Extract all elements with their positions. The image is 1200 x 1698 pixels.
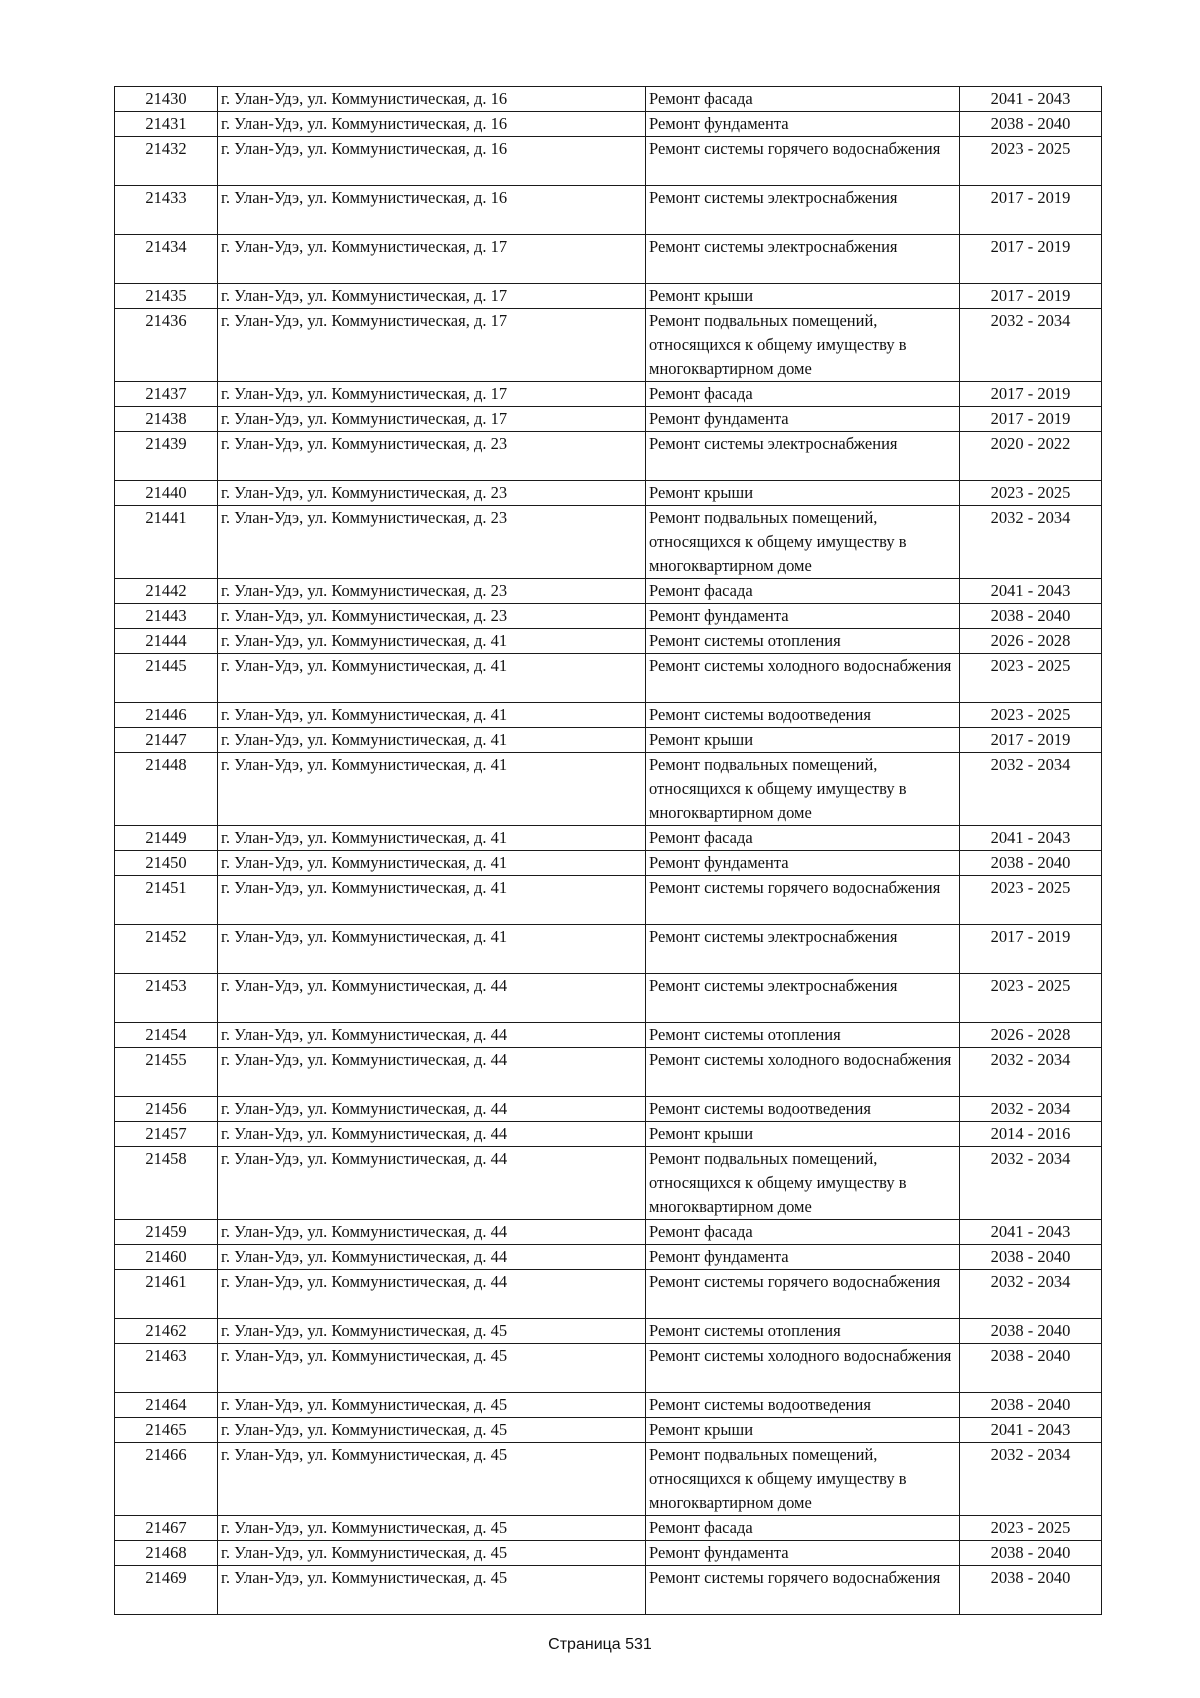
work-type-cell: Ремонт подвальных помещений, относящихся к общему имуществу в многоквартирном доме [646, 506, 960, 579]
work-type-cell: Ремонт системы электроснабжения [646, 432, 960, 481]
work-type-cell: Ремонт системы электроснабжения [646, 974, 960, 1023]
work-type-cell: Ремонт системы холодного водоснабжения [646, 654, 960, 703]
row-number-cell: 21459 [115, 1220, 218, 1245]
work-type-cell: Ремонт системы отопления [646, 629, 960, 654]
table-row [115, 506, 1102, 579]
address-cell: г. Улан-Удэ, ул. Коммунистическая, д. 44 [218, 1245, 646, 1270]
table-row [115, 1122, 1102, 1147]
table-row [115, 1048, 1102, 1097]
table-row [115, 876, 1102, 925]
period-cell: 2038 - 2040 [960, 604, 1102, 629]
address-cell: г. Улан-Удэ, ул. Коммунистическая, д. 44 [218, 1048, 646, 1097]
period-cell: 2032 - 2034 [960, 309, 1102, 382]
table-row [115, 1516, 1102, 1541]
address-cell: г. Улан-Удэ, ул. Коммунистическая, д. 17 [218, 382, 646, 407]
row-number-cell: 21434 [115, 235, 218, 284]
address-cell: г. Улан-Удэ, ул. Коммунистическая, д. 41 [218, 925, 646, 974]
work-type-cell: Ремонт фасада [646, 1516, 960, 1541]
work-type-cell: Ремонт фундамента [646, 1245, 960, 1270]
address-cell: г. Улан-Удэ, ул. Коммунистическая, д. 45 [218, 1541, 646, 1566]
table-row [115, 1541, 1102, 1566]
row-number-cell: 21451 [115, 876, 218, 925]
table-row [115, 1097, 1102, 1122]
row-number-cell: 21454 [115, 1023, 218, 1048]
work-type-cell: Ремонт фасада [646, 382, 960, 407]
row-number-cell: 21450 [115, 851, 218, 876]
address-cell: г. Улан-Удэ, ул. Коммунистическая, д. 41 [218, 654, 646, 703]
address-cell: г. Улан-Удэ, ул. Коммунистическая, д. 23 [218, 481, 646, 506]
work-type-cell: Ремонт подвальных помещений, относящихся к общему имуществу в многоквартирном доме [646, 1443, 960, 1516]
work-type-cell: Ремонт системы водоотведения [646, 1097, 960, 1122]
period-cell: 2026 - 2028 [960, 1023, 1102, 1048]
work-type-cell: Ремонт системы холодного водоснабжения [646, 1048, 960, 1097]
address-cell: г. Улан-Удэ, ул. Коммунистическая, д. 44 [218, 1097, 646, 1122]
table-body [115, 87, 1102, 1615]
period-cell: 2038 - 2040 [960, 112, 1102, 137]
work-type-cell: Ремонт крыши [646, 284, 960, 309]
address-cell: г. Улан-Удэ, ул. Коммунистическая, д. 16 [218, 112, 646, 137]
row-number-cell: 21446 [115, 703, 218, 728]
work-type-cell: Ремонт фундамента [646, 407, 960, 432]
address-cell: г. Улан-Удэ, ул. Коммунистическая, д. 41 [218, 826, 646, 851]
row-number-cell: 21458 [115, 1147, 218, 1220]
work-type-cell: Ремонт фасада [646, 826, 960, 851]
row-number-cell: 21464 [115, 1393, 218, 1418]
period-cell: 2023 - 2025 [960, 137, 1102, 186]
table-row [115, 1344, 1102, 1393]
row-number-cell: 21449 [115, 826, 218, 851]
table-row [115, 703, 1102, 728]
table-row [115, 629, 1102, 654]
address-cell: г. Улан-Удэ, ул. Коммунистическая, д. 23 [218, 604, 646, 629]
period-cell: 2038 - 2040 [960, 1245, 1102, 1270]
period-cell: 2032 - 2034 [960, 1048, 1102, 1097]
period-cell: 2017 - 2019 [960, 186, 1102, 235]
work-type-cell: Ремонт фундамента [646, 112, 960, 137]
table-row [115, 112, 1102, 137]
table-row [115, 481, 1102, 506]
row-number-cell: 21445 [115, 654, 218, 703]
row-number-cell: 21440 [115, 481, 218, 506]
address-cell: г. Улан-Удэ, ул. Коммунистическая, д. 45 [218, 1319, 646, 1344]
period-cell: 2023 - 2025 [960, 1516, 1102, 1541]
work-type-cell: Ремонт фундамента [646, 604, 960, 629]
row-number-cell: 21461 [115, 1270, 218, 1319]
table-row [115, 604, 1102, 629]
row-number-cell: 21448 [115, 753, 218, 826]
work-type-cell: Ремонт фундамента [646, 851, 960, 876]
period-cell: 2032 - 2034 [960, 1097, 1102, 1122]
table-row [115, 1220, 1102, 1245]
address-cell: г. Улан-Удэ, ул. Коммунистическая, д. 17 [218, 284, 646, 309]
row-number-cell: 21468 [115, 1541, 218, 1566]
table-row [115, 137, 1102, 186]
row-number-cell: 21462 [115, 1319, 218, 1344]
address-cell: г. Улан-Удэ, ул. Коммунистическая, д. 41 [218, 703, 646, 728]
table-row [115, 1393, 1102, 1418]
period-cell: 2023 - 2025 [960, 876, 1102, 925]
period-cell: 2026 - 2028 [960, 629, 1102, 654]
address-cell: г. Улан-Удэ, ул. Коммунистическая, д. 23 [218, 506, 646, 579]
address-cell: г. Улан-Удэ, ул. Коммунистическая, д. 44 [218, 1220, 646, 1245]
row-number-cell: 21438 [115, 407, 218, 432]
work-type-cell: Ремонт системы холодного водоснабжения [646, 1344, 960, 1393]
address-cell: г. Улан-Удэ, ул. Коммунистическая, д. 45 [218, 1443, 646, 1516]
work-type-cell: Ремонт подвальных помещений, относящихся к общему имуществу в многоквартирном доме [646, 753, 960, 826]
row-number-cell: 21444 [115, 629, 218, 654]
address-cell: г. Улан-Удэ, ул. Коммунистическая, д. 16 [218, 186, 646, 235]
period-cell: 2038 - 2040 [960, 851, 1102, 876]
address-cell: г. Улан-Удэ, ул. Коммунистическая, д. 16 [218, 137, 646, 186]
row-number-cell: 21431 [115, 112, 218, 137]
table-row [115, 1270, 1102, 1319]
row-number-cell: 21437 [115, 382, 218, 407]
address-cell: г. Улан-Удэ, ул. Коммунистическая, д. 44 [218, 974, 646, 1023]
row-number-cell: 21439 [115, 432, 218, 481]
period-cell: 2023 - 2025 [960, 703, 1102, 728]
table-row [115, 432, 1102, 481]
work-type-cell: Ремонт фасада [646, 1220, 960, 1245]
period-cell: 2038 - 2040 [960, 1319, 1102, 1344]
work-type-cell: Ремонт фасада [646, 87, 960, 112]
address-cell: г. Улан-Удэ, ул. Коммунистическая, д. 44 [218, 1122, 646, 1147]
page-number: Страница 531 [548, 1636, 652, 1653]
address-cell: г. Улан-Удэ, ул. Коммунистическая, д. 23 [218, 579, 646, 604]
row-number-cell: 21433 [115, 186, 218, 235]
address-cell: г. Улан-Удэ, ул. Коммунистическая, д. 41 [218, 851, 646, 876]
work-type-cell: Ремонт крыши [646, 1418, 960, 1443]
work-type-cell: Ремонт системы электроснабжения [646, 925, 960, 974]
address-cell: г. Улан-Удэ, ул. Коммунистическая, д. 45 [218, 1344, 646, 1393]
period-cell: 2041 - 2043 [960, 826, 1102, 851]
work-type-cell: Ремонт системы водоотведения [646, 1393, 960, 1418]
work-type-cell: Ремонт крыши [646, 481, 960, 506]
table-row [115, 753, 1102, 826]
period-cell: 2032 - 2034 [960, 753, 1102, 826]
row-number-cell: 21469 [115, 1566, 218, 1615]
table-row [115, 1418, 1102, 1443]
address-cell: г. Улан-Удэ, ул. Коммунистическая, д. 41 [218, 728, 646, 753]
table-row [115, 974, 1102, 1023]
table-row [115, 284, 1102, 309]
work-type-cell: Ремонт системы водоотведения [646, 703, 960, 728]
work-type-cell: Ремонт системы отопления [646, 1023, 960, 1048]
address-cell: г. Улан-Удэ, ул. Коммунистическая, д. 17 [218, 309, 646, 382]
period-cell: 2023 - 2025 [960, 481, 1102, 506]
row-number-cell: 21457 [115, 1122, 218, 1147]
period-cell: 2017 - 2019 [960, 284, 1102, 309]
period-cell: 2023 - 2025 [960, 974, 1102, 1023]
period-cell: 2020 - 2022 [960, 432, 1102, 481]
period-cell: 2032 - 2034 [960, 1147, 1102, 1220]
period-cell: 2032 - 2034 [960, 506, 1102, 579]
address-cell: г. Улан-Удэ, ул. Коммунистическая, д. 23 [218, 432, 646, 481]
period-cell: 2017 - 2019 [960, 382, 1102, 407]
work-type-cell: Ремонт подвальных помещений, относящихся к общему имуществу в многоквартирном доме [646, 309, 960, 382]
address-cell: г. Улан-Удэ, ул. Коммунистическая, д. 41 [218, 629, 646, 654]
table-row [115, 728, 1102, 753]
address-cell: г. Улан-Удэ, ул. Коммунистическая, д. 44 [218, 1023, 646, 1048]
table-row [115, 1566, 1102, 1615]
work-type-cell: Ремонт системы горячего водоснабжения [646, 1270, 960, 1319]
period-cell: 2032 - 2034 [960, 1270, 1102, 1319]
period-cell: 2038 - 2040 [960, 1566, 1102, 1615]
table-row [115, 382, 1102, 407]
table-row [115, 925, 1102, 974]
period-cell: 2017 - 2019 [960, 728, 1102, 753]
row-number-cell: 21443 [115, 604, 218, 629]
table-row [115, 826, 1102, 851]
table-row [115, 186, 1102, 235]
address-cell: г. Улан-Удэ, ул. Коммунистическая, д. 44 [218, 1147, 646, 1220]
work-type-cell: Ремонт системы электроснабжения [646, 186, 960, 235]
period-cell: 2014 - 2016 [960, 1122, 1102, 1147]
address-cell: г. Улан-Удэ, ул. Коммунистическая, д. 17 [218, 407, 646, 432]
row-number-cell: 21430 [115, 87, 218, 112]
table-row [115, 87, 1102, 112]
address-cell: г. Улан-Удэ, ул. Коммунистическая, д. 41 [218, 876, 646, 925]
row-number-cell: 21436 [115, 309, 218, 382]
row-number-cell: 21453 [115, 974, 218, 1023]
work-type-cell: Ремонт фасада [646, 579, 960, 604]
period-cell: 2038 - 2040 [960, 1393, 1102, 1418]
repair-schedule-table [114, 86, 1102, 1615]
period-cell: 2038 - 2040 [960, 1344, 1102, 1393]
address-cell: г. Улан-Удэ, ул. Коммунистическая, д. 41 [218, 753, 646, 826]
row-number-cell: 21455 [115, 1048, 218, 1097]
period-cell: 2038 - 2040 [960, 1541, 1102, 1566]
work-type-cell: Ремонт подвальных помещений, относящихся к общему имуществу в многоквартирном доме [646, 1147, 960, 1220]
work-type-cell: Ремонт крыши [646, 728, 960, 753]
period-cell: 2041 - 2043 [960, 87, 1102, 112]
row-number-cell: 21460 [115, 1245, 218, 1270]
work-type-cell: Ремонт системы электроснабжения [646, 235, 960, 284]
period-cell: 2017 - 2019 [960, 407, 1102, 432]
period-cell: 2023 - 2025 [960, 654, 1102, 703]
table-row [115, 851, 1102, 876]
table-row [115, 1319, 1102, 1344]
row-number-cell: 21441 [115, 506, 218, 579]
address-cell: г. Улан-Удэ, ул. Коммунистическая, д. 17 [218, 235, 646, 284]
row-number-cell: 21456 [115, 1097, 218, 1122]
work-type-cell: Ремонт фундамента [646, 1541, 960, 1566]
address-cell: г. Улан-Удэ, ул. Коммунистическая, д. 45 [218, 1566, 646, 1615]
table-row [115, 579, 1102, 604]
period-cell: 2041 - 2043 [960, 1220, 1102, 1245]
row-number-cell: 21442 [115, 579, 218, 604]
work-type-cell: Ремонт системы горячего водоснабжения [646, 876, 960, 925]
table-row [115, 1245, 1102, 1270]
row-number-cell: 21452 [115, 925, 218, 974]
work-type-cell: Ремонт системы горячего водоснабжения [646, 137, 960, 186]
row-number-cell: 21447 [115, 728, 218, 753]
period-cell: 2032 - 2034 [960, 1443, 1102, 1516]
table-row [115, 407, 1102, 432]
table-row [115, 654, 1102, 703]
work-type-cell: Ремонт системы горячего водоснабжения [646, 1566, 960, 1615]
period-cell: 2017 - 2019 [960, 925, 1102, 974]
table-row [115, 235, 1102, 284]
row-number-cell: 21465 [115, 1418, 218, 1443]
row-number-cell: 21467 [115, 1516, 218, 1541]
work-type-cell: Ремонт крыши [646, 1122, 960, 1147]
period-cell: 2017 - 2019 [960, 235, 1102, 284]
period-cell: 2041 - 2043 [960, 1418, 1102, 1443]
address-cell: г. Улан-Удэ, ул. Коммунистическая, д. 45 [218, 1418, 646, 1443]
address-cell: г. Улан-Удэ, ул. Коммунистическая, д. 16 [218, 87, 646, 112]
address-cell: г. Улан-Удэ, ул. Коммунистическая, д. 45 [218, 1393, 646, 1418]
table-row [115, 1023, 1102, 1048]
address-cell: г. Улан-Удэ, ул. Коммунистическая, д. 44 [218, 1270, 646, 1319]
row-number-cell: 21463 [115, 1344, 218, 1393]
table-row [115, 309, 1102, 382]
row-number-cell: 21466 [115, 1443, 218, 1516]
table-row [115, 1443, 1102, 1516]
row-number-cell: 21432 [115, 137, 218, 186]
row-number-cell: 21435 [115, 284, 218, 309]
address-cell: г. Улан-Удэ, ул. Коммунистическая, д. 45 [218, 1516, 646, 1541]
table-row [115, 1147, 1102, 1220]
work-type-cell: Ремонт системы отопления [646, 1319, 960, 1344]
period-cell: 2041 - 2043 [960, 579, 1102, 604]
